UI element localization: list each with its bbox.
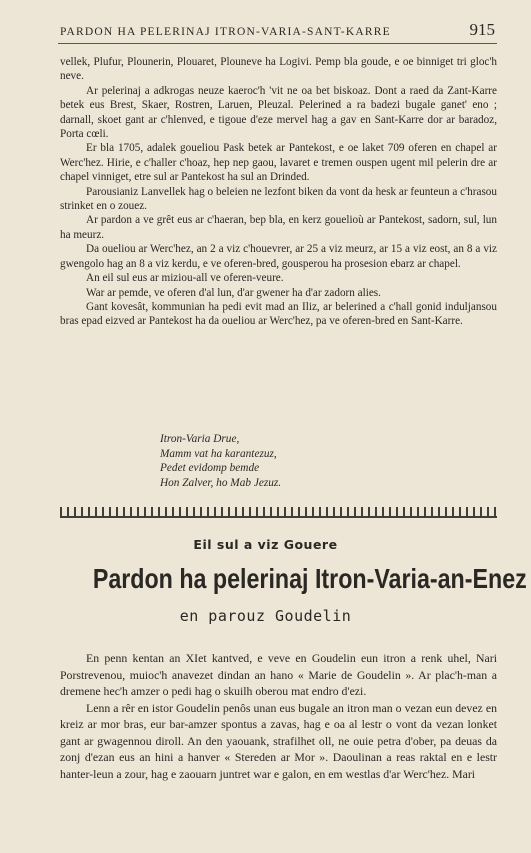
section-date-label: Eil sul a viz Gouere: [193, 537, 338, 552]
top-text-block: [60, 55, 497, 329]
paragraph-2: Ar pelerinaj a adkrogas neuze kaeroc'h 'vit ne oa bet biskoaz. Dont a raed da Zant-Karre betek eus Brest, Skaer, Rostren, Laruen, Pleuzal. Pelerined a ra badezi bugale ganet' eno ; darnall, skoet gant ar c'hlenved, e tigoue d'eze mervel hag a gav en Sant-Karre dor ar baradoz, Porta cœli.: [60, 84, 497, 141]
paragraph-9: Gant kovesât, kommunian ha pedi evit mad an Iliz, ar belerined a c'hall gonid induljansou bras epad eizved ar Pantekost ha da oueliou ar Werc'hez, pa ve oferen-bred en Sant-Karre.: [60, 300, 497, 328]
paragraph-6: Da oueliou ar Werc'hez, an 2 a viz c'houevrer, ar 25 a viz meurz, ar 15 a viz eost, an 8 a viz gwengolo hag an 8 a viz kerdu, e ve oferen-bred, gousperou ha prosesion ebarz ar chapel.: [60, 243, 497, 270]
article-body: [60, 650, 497, 782]
running-header: [60, 20, 495, 42]
paragraph-5: Ar pardon a ve grêt eus ar c'haeran, bep bla, en kerz gouelioù ar Pantekost, sadorn, sul, lun ha meurz.: [60, 214, 497, 241]
verse-line-2: Mamm vat ha karantezuz,: [160, 447, 277, 460]
paragraph-7: An eil sul eus ar miziou-all ve oferen-veure.: [86, 272, 284, 285]
ornamental-divider: [60, 504, 497, 519]
verse-line-4: Hon Zalver, ho Mab Jezuz.: [160, 476, 282, 489]
page-number: 915: [469, 20, 495, 39]
running-title: PARDON HA PELERINAJ ITRON-VARIA-SANT-KARRE: [60, 26, 391, 38]
article-paragraph-1: En penn kentan an XIet kantved, e veve en Goudelin eun itron a renk uhel, Nari Porstrevenou, muioc'h anavezet dindan an hano « Marie de Goudelin ». Ar plac'h-man a dremene hec'h amzer o pedi hag o skuilh oberou mat endro d'ezi.: [60, 651, 497, 698]
paragraph-4: Parousianiz Lanvellek hag o beleien ne lezfont biken da vont da hesk ar feunteun a c'hrasou strinket en o zouez.: [60, 185, 497, 213]
verse-block: [160, 432, 281, 490]
paragraph-3: Er bla 1705, adalek goueliou Pask betek ar Pantekost, e oe laket 709 oferen en chapel ar Werc'hez. Hirie, e c'haller c'hoaz, hep nep gaou, lavaret e tremen ouspen ugent mil pelerin dre ar chapel vinniget, etre sul ar Pantekost ha sul an Drinded.: [60, 142, 497, 184]
paragraph-8: War ar pemde, ve oferen d'al lun, d'ar gwener ha d'ar zadorn alies.: [86, 286, 381, 299]
verse-line-1: Itron-Varia Drue,: [160, 433, 240, 445]
header-rule: [58, 43, 497, 44]
article-title: Pardon ha pelerinaj Itron-Varia-an-Enez: [92, 563, 527, 594]
article-paragraph-2: Lenn a rêr en istor Goudelin penôs unan eus bugale an itron man o vezan eun devez en kreiz ar mor bras, eur bar-amzer spontus a zavas, hag e oa al lestr o vont da vezan lonket gant ar gwagennou diroll. An den yaouank, strafilhet oll, ne ouie petra d'ober, pa deuas da zonj d'ezan eus an hini a hanver « Stereden ar Mor ». Daoulinan a reas raktal en e lestr hanter-leun a zour, hag e zaouarn juntret war e galon, en em westlas d'ar Werc'hez. Mari: [60, 700, 497, 781]
verse-line-3: Pedet evidomp bemde: [160, 462, 260, 474]
paragraph-1: vellek, Plufur, Plounerin, Plouaret, Plouneve ha Logivi. Pemp bla goude, e oe binniget tri gloc'h neve.: [60, 56, 497, 83]
article-subtitle: en parouz Goudelin: [179, 607, 352, 625]
